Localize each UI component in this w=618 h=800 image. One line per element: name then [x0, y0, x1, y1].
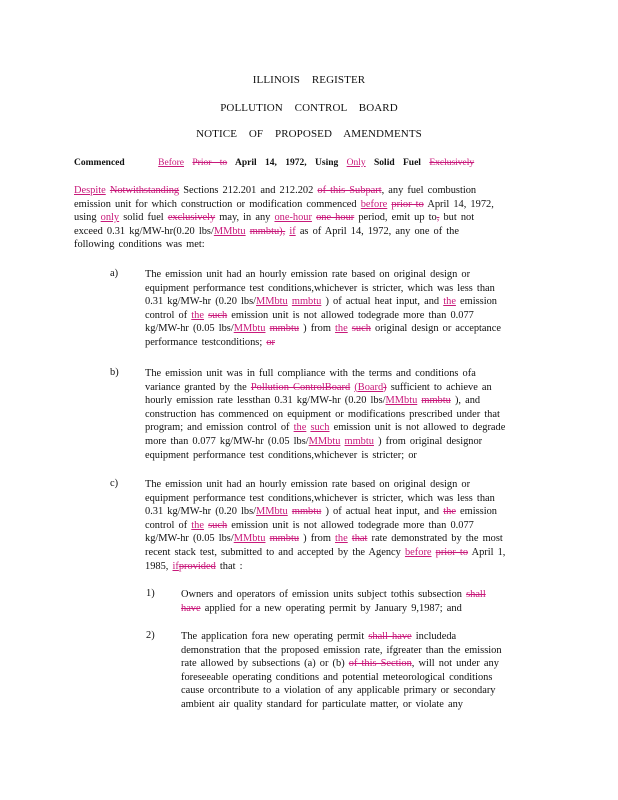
deleted-text: shall [466, 589, 486, 600]
body-text: ) from [303, 323, 331, 335]
text-line [74, 198, 532, 212]
body-text: emission unit is not allowed to degrade [333, 422, 506, 434]
inserted-text: MMbtu [233, 533, 266, 545]
inserted-text: if [289, 225, 296, 237]
text-line [74, 211, 532, 225]
deleted-text: such [208, 309, 228, 321]
sub-1-paragraph [181, 588, 537, 615]
body-text: exceed 0.31 kg/MW-hr(0.20 lbs/ [74, 225, 214, 237]
deleted-text: Prior to [192, 158, 228, 168]
body-text: ) from [303, 533, 331, 545]
deleted-text: the [443, 506, 456, 518]
body-text: Sections 212.201 and 212.202 [183, 185, 314, 196]
text-line [145, 394, 537, 408]
deleted-text: mmbtu [269, 323, 300, 335]
sub-1-label: 1) [146, 588, 155, 599]
body-text: applied for a new operating permit by January 9,1987; and [204, 602, 462, 614]
item-a-paragraph [145, 268, 537, 350]
body-text: variance granted by the [145, 381, 247, 393]
body-text: rate allowed by subsections (a) or (b) [181, 658, 345, 670]
body-text: emission [460, 296, 497, 308]
body-text: kg/MW-hr (0.05 lbs/ [145, 533, 234, 545]
inserted-text: MMbtu [308, 435, 341, 447]
inserted-text: the [335, 323, 348, 335]
sub-2-label: 2) [146, 630, 155, 641]
body-text: control of [145, 309, 188, 321]
text-line [181, 588, 537, 602]
item-c-label: c) [110, 478, 119, 489]
board-title: POLLUTION CONTROL BOARD [220, 102, 398, 114]
text-line [145, 295, 537, 309]
text-line [181, 657, 537, 671]
inserted-text: MMbtu [256, 296, 288, 308]
deleted-text: or [266, 336, 275, 348]
inserted-text: mmbtu [291, 296, 322, 308]
item-c-paragraph [145, 478, 537, 573]
inserted-text: the [293, 422, 307, 434]
body-text: following conditions was met: [74, 239, 205, 251]
deleted-text: mmbtu [249, 225, 280, 237]
body-text: April 14, 1972, [235, 158, 307, 168]
body-text: Solid Fuel [374, 158, 421, 168]
inserted-text: before [404, 546, 432, 558]
deleted-text: mmbtu [291, 506, 322, 518]
body-text: rate demonstrated by the most [371, 533, 503, 545]
text-line [74, 184, 532, 198]
inserted-text: Despite [74, 185, 106, 196]
deleted-text: such [351, 323, 371, 335]
body-text: that : [219, 560, 243, 572]
inserted-text: MMbtu [233, 323, 266, 335]
deleted-text: Pollution ControlBoard [250, 381, 351, 393]
sub-2-paragraph [181, 630, 537, 712]
inserted-text: Only [346, 158, 366, 168]
body-text: ) of actual heat input, and [325, 506, 440, 518]
text-line [145, 560, 537, 574]
register-title: ILLINOIS REGISTER [252, 74, 366, 86]
body-text: ) from original designor [378, 435, 483, 447]
inserted-text: MMbtu [213, 225, 246, 237]
item-b-paragraph [145, 367, 537, 462]
body-text: foreseeable operating conditions and potential meteorological conditions [181, 671, 493, 683]
body-text: equipment performance test conditions,whichever is stricter, which was less than [145, 492, 495, 504]
body-text: , will not under any [411, 658, 499, 670]
body-text: may, in any [219, 212, 271, 224]
body-text: Using [315, 158, 339, 168]
text-line [145, 435, 537, 449]
text-line [181, 630, 537, 644]
deleted-text: Exclusively [429, 158, 475, 168]
text-line [74, 225, 532, 239]
text-line [145, 421, 537, 435]
inserted-text: such [310, 422, 330, 434]
item-b-label: b) [110, 367, 119, 378]
body-text: , any fuel combustion [381, 185, 477, 196]
body-text: ), and [454, 395, 481, 407]
deleted-text: mmbtu [269, 533, 300, 545]
text-line [145, 309, 537, 323]
text-line [145, 381, 537, 395]
body-text: emission unit is not allowed todegrade more than 0.077 [231, 309, 474, 321]
item-a-label: a) [110, 268, 119, 279]
deleted-text: shall have [368, 631, 412, 642]
body-text: The emission unit had an hourly emission rate based on original design or [145, 479, 471, 490]
body-text: Owners and operators of emission units subject tothis subsection [181, 589, 462, 600]
body-text: emission unit for which construction or modification commenced [74, 198, 357, 210]
inserted-text: the [335, 533, 348, 545]
body-text: April 14, 1972, [427, 198, 494, 210]
body-text: 0.31 kg/MW-hr (0.20 lbs/ [145, 296, 256, 308]
inserted-text: if [172, 560, 179, 572]
inserted-text: before [360, 198, 388, 210]
deleted-text: mmbtu [421, 395, 451, 407]
body-text: emission [460, 506, 497, 518]
deleted-text: prior to [391, 198, 424, 210]
deleted-text: exclusively [167, 212, 216, 224]
body-text: includeda [415, 631, 457, 642]
section-title [74, 158, 474, 168]
deleted-text: ), [279, 225, 286, 237]
deleted-text: of this Subpart [317, 185, 382, 196]
text-line [145, 336, 537, 350]
deleted-text: , [436, 212, 440, 224]
inserted-text: (Board [354, 381, 384, 393]
body-text: original design or acceptance [375, 323, 501, 335]
deleted-text: that [351, 533, 368, 545]
body-text: cause orcontribute to a violation of any applicable primary or secondary [181, 685, 496, 697]
body-text: The application fora new operating permit [181, 631, 365, 642]
body-text: ) of actual heat input, and [325, 296, 440, 308]
body-text: construction has commenced on equipment or modifications prescribed under that [145, 408, 500, 420]
body-text: more than 0.077 kg/MW-hr (0.05 lbs/ [145, 435, 309, 447]
text-line [145, 532, 537, 546]
body-text: period, emit up to [358, 212, 437, 224]
deleted-text: Notwithstanding [109, 185, 180, 196]
notice-title: NOTICE OF PROPOSED AMENDMENTS [196, 128, 422, 140]
deleted-text: provided [178, 560, 216, 572]
inserted-text: MMbtu [385, 395, 418, 407]
body-text: ambient air quality standard for particulate matter, or violate any [181, 698, 463, 710]
intro-paragraph [74, 184, 532, 252]
deleted-text: prior to [435, 546, 469, 558]
inserted-text: the [191, 309, 204, 321]
body-text: April 1, [471, 546, 506, 558]
inserted-text: only [100, 212, 120, 224]
body-text: sufficient to achieve an [390, 381, 492, 393]
body-text: 0.31 kg/MW-hr (0.20 lbs/ [145, 506, 256, 518]
body-text: kg/MW-hr (0.05 lbs/ [145, 323, 234, 335]
text-line [145, 546, 537, 560]
inserted-text: one-hour [274, 212, 312, 224]
body-text: 1985, [145, 560, 169, 572]
deleted-text: such [208, 519, 228, 531]
inserted-text: the [191, 519, 204, 531]
body-text: control of [145, 519, 188, 531]
inserted-text: Before [158, 158, 185, 168]
body-text: Commenced [74, 158, 125, 168]
body-text: equipment performance test conditions,whichever is stricter; or [145, 449, 417, 461]
inserted-text: MMbtu [256, 506, 288, 518]
deleted-text: of this Section [348, 658, 412, 670]
body-text: as of April 14, 1972, any one of the [299, 225, 459, 237]
body-text: recent stack test, submitted to and accepted by the Agency [145, 546, 401, 558]
body-text: equipment performance test conditions,whichever is stricter, which was less than [145, 282, 495, 294]
text-line [145, 519, 537, 533]
body-text: using [74, 212, 97, 224]
body-text: performance testconditions; [145, 336, 263, 348]
text-line [145, 322, 537, 336]
deleted-text: have [181, 602, 201, 614]
body-text: but not [443, 212, 475, 224]
body-text: The emission unit had an hourly emission rate based on original design or [145, 269, 471, 280]
body-text: solid fuel [123, 212, 164, 224]
deleted-text: ) [383, 381, 387, 393]
body-text: The emission unit was in full compliance with the terms and conditions ofa [145, 368, 476, 379]
body-text: program; and emission control of [145, 422, 290, 434]
body-text: emission unit is not allowed todegrade more than 0.077 [231, 519, 474, 531]
deleted-text: one hour [316, 212, 355, 224]
inserted-text: mmbtu [344, 435, 374, 447]
text-line [181, 602, 537, 616]
text-line [145, 505, 537, 519]
body-text: demonstration that the proposed emission rate, ifgreater than the emission [181, 644, 502, 656]
body-text: hourly emission rate lessthan 0.31 kg/MW-hr (0.20 lbs/ [145, 395, 386, 407]
inserted-text: the [443, 296, 456, 308]
